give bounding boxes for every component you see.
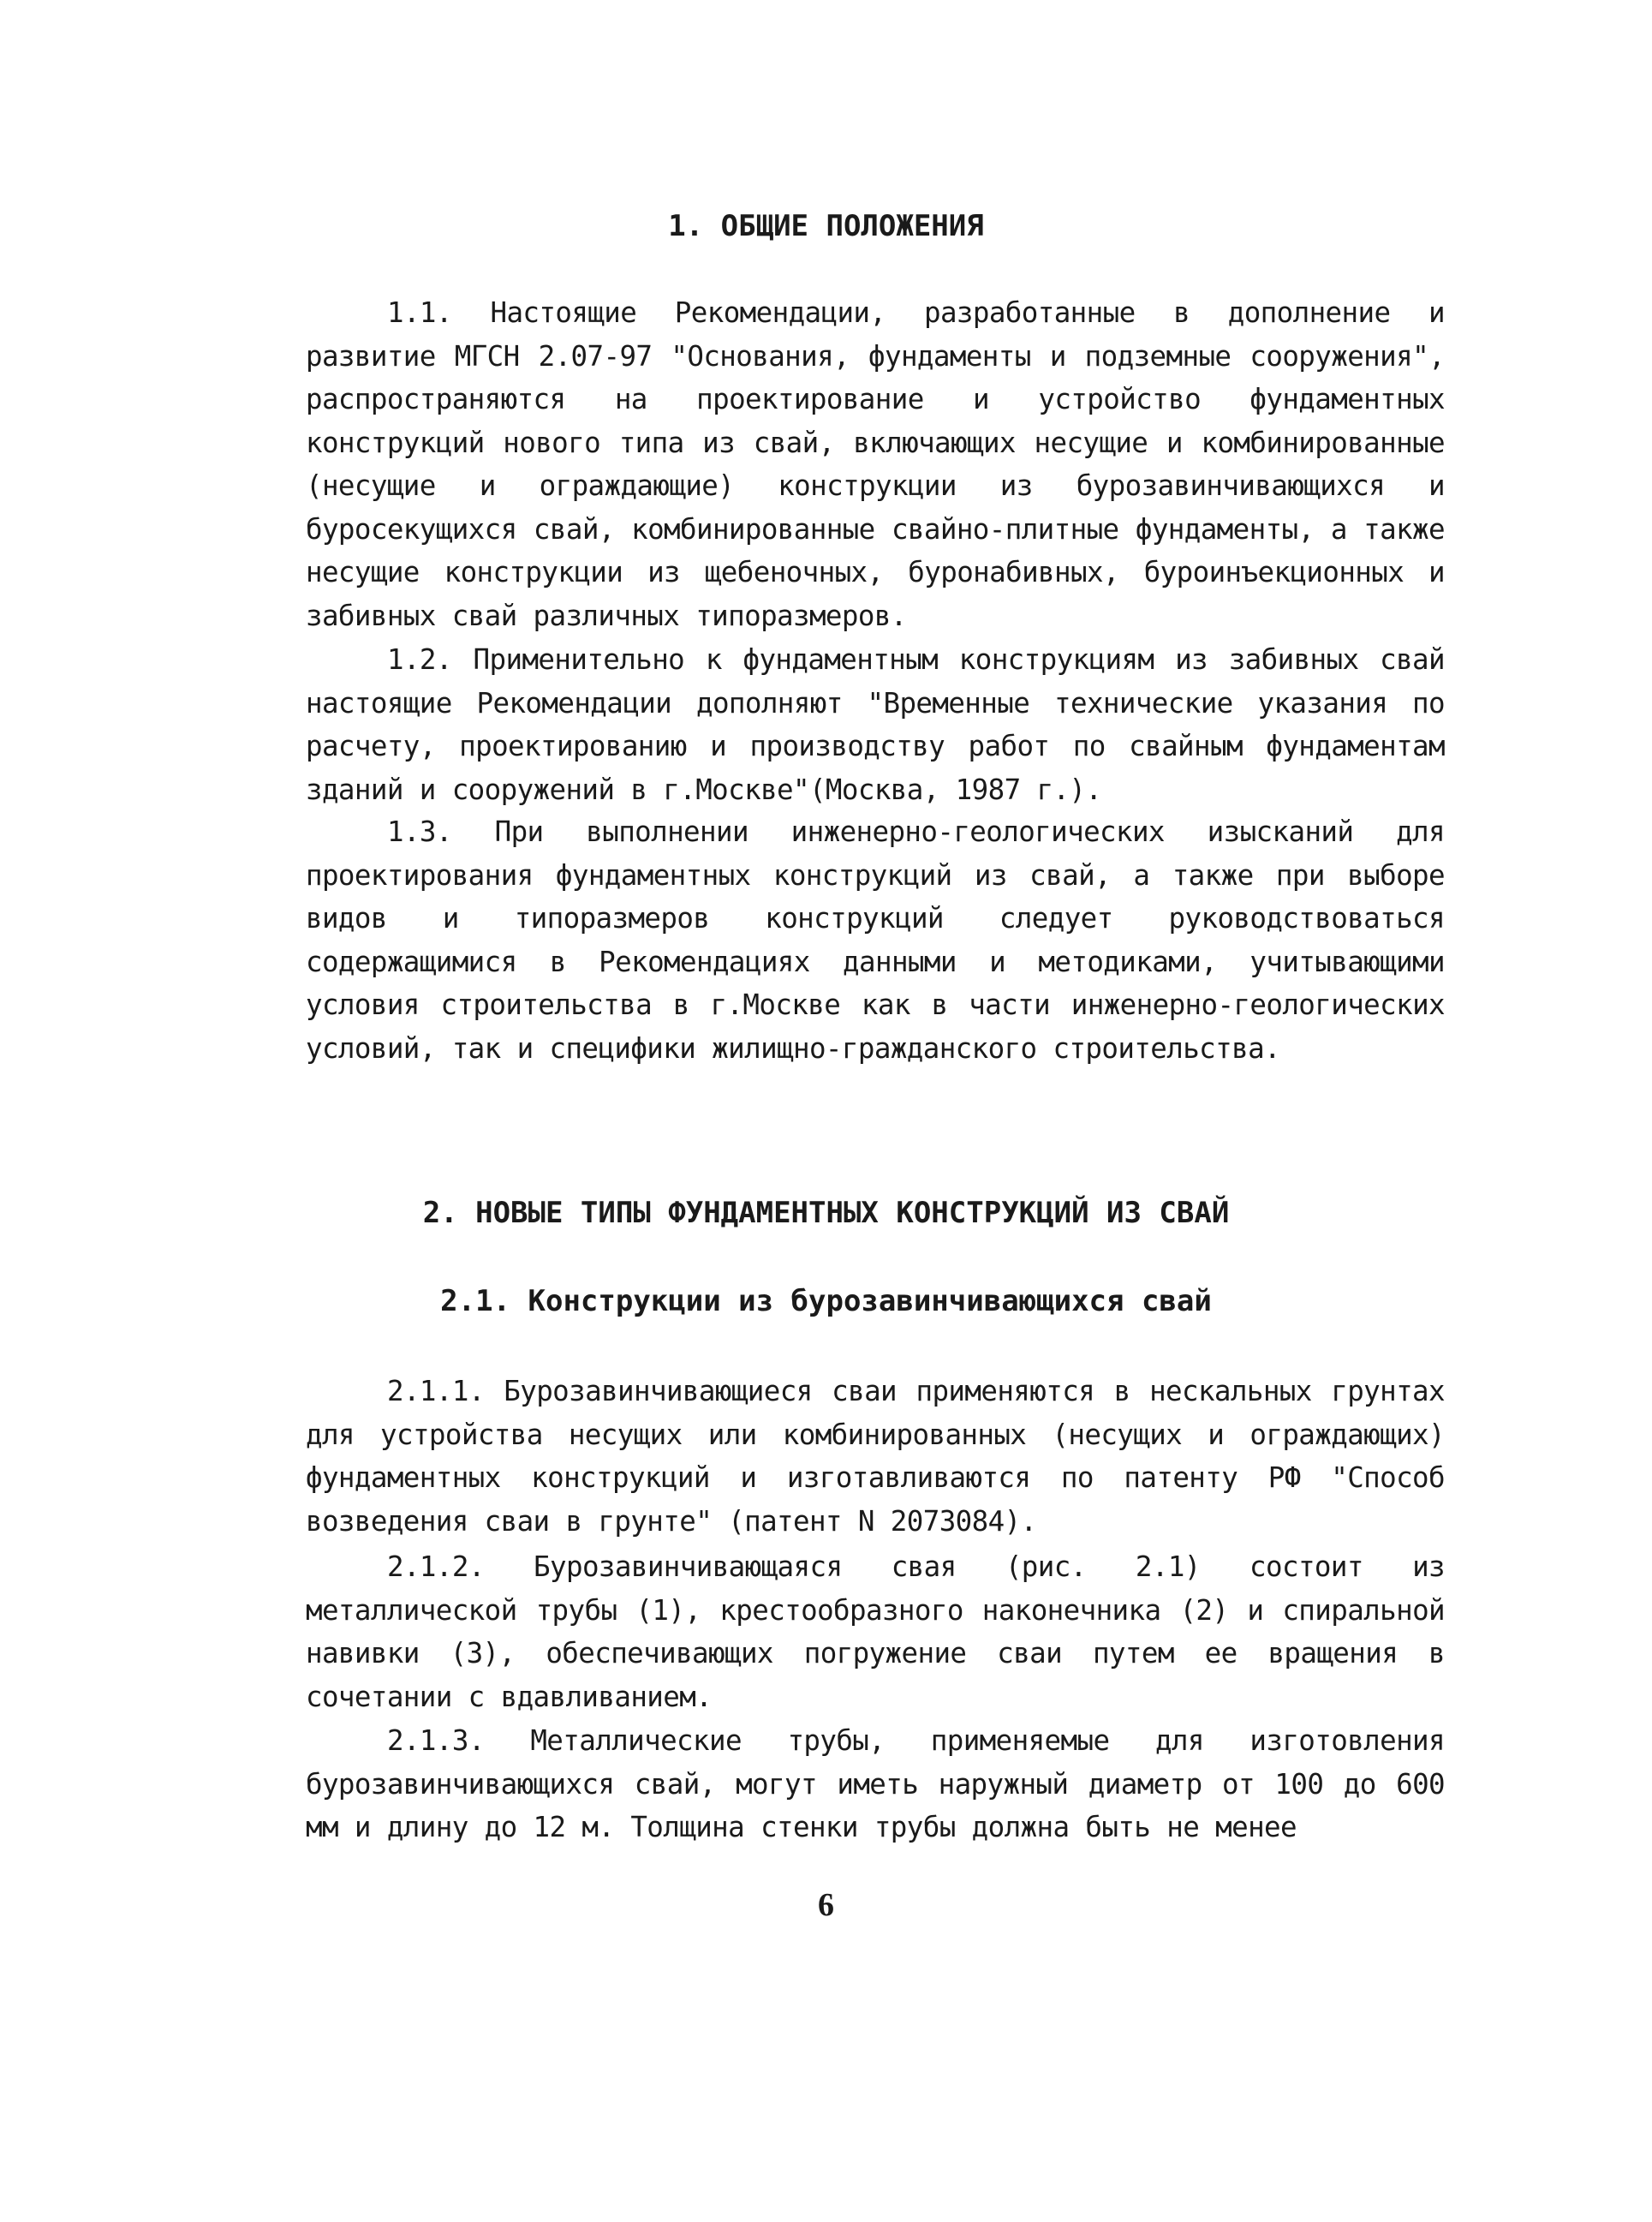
paragraph-1-3: 1.3. При выполнении инженерно-геологических изысканий для проектирования фундаментных конструкций из свай, а также при выборе видов и типоразмеров конструкций следует руководствоваться содержащимися в Рекомендациях данными и методиками, учитывающими условия строительства в г.Москве как в части инженерно-геологических условий, так и специфики жилищно-гражданского строительства. [306, 815, 1445, 1065]
page-number: 6 [818, 1887, 834, 1923]
section-1-heading: 1. ОБЩИЕ ПОЛОЖЕНИЯ [668, 209, 984, 243]
paragraph-1-2: 1.2. Применительно к фундаментным конструкциям из забивных свай настоящие Рекомендации дополняют "Временные технические указания по расчету, проектированию и производству работ по свайным фундаментам зданий и сооружений в г.Москве"(Москва, 1987 г.). [306, 643, 1445, 806]
paragraph-2-1-1: 2.1.1. Бурозавинчивающиеся сваи применяются в нескальных грунтах для устройства несущих или комбинированных (несущих и ограждающих) фундаментных конструкций и изготавливаются по патенту РФ "Способ возведения сваи в грунте" (патент N 2073084). [306, 1375, 1445, 1538]
paragraph-1-1: 1.1. Настоящие Рекомендации, разработанные в дополнение и развитие МГСН 2.07-97 "Основания, фундаменты и подземные сооружения", распространяются на проектирование и устройство фундаментных конструкций нового типа из свай, включающих несущие и комбинированные (несущие и ограждающие) конструкции из бурозавинчивающихся и буросекущихся свай, комбинированные свайно-плитные фундаменты, а также несущие конструкции из щебеночных, буронабивных, буроинъекционных и забивных свай различных типоразмеров. [306, 296, 1445, 632]
paragraph-2-1-3: 2.1.3. Металлические трубы, применяемые для изготовления бурозавинчивающихся свай, могут иметь наружный диаметр от 100 до 600 мм и длину до 12 м. Толщина стенки трубы должна быть не менее [306, 1724, 1445, 1843]
section-2-heading: 2. НОВЫЕ ТИПЫ ФУНДАМЕНТНЫХ КОНСТРУКЦИЙ ИЗ СВАЙ [422, 1196, 1230, 1230]
paragraph-2-1-2: 2.1.2. Бурозавинчивающаяся свая (рис. 2.1) состоит из металлической трубы (1), крестообразного наконечника (2) и спиральной навивки (3), обеспечивающих погружение сваи путем ее вращения в сочетании с вдавливанием. [306, 1550, 1445, 1713]
subsection-2-1-heading: 2.1. Конструкции из бурозавинчивающихся свай [440, 1284, 1212, 1318]
